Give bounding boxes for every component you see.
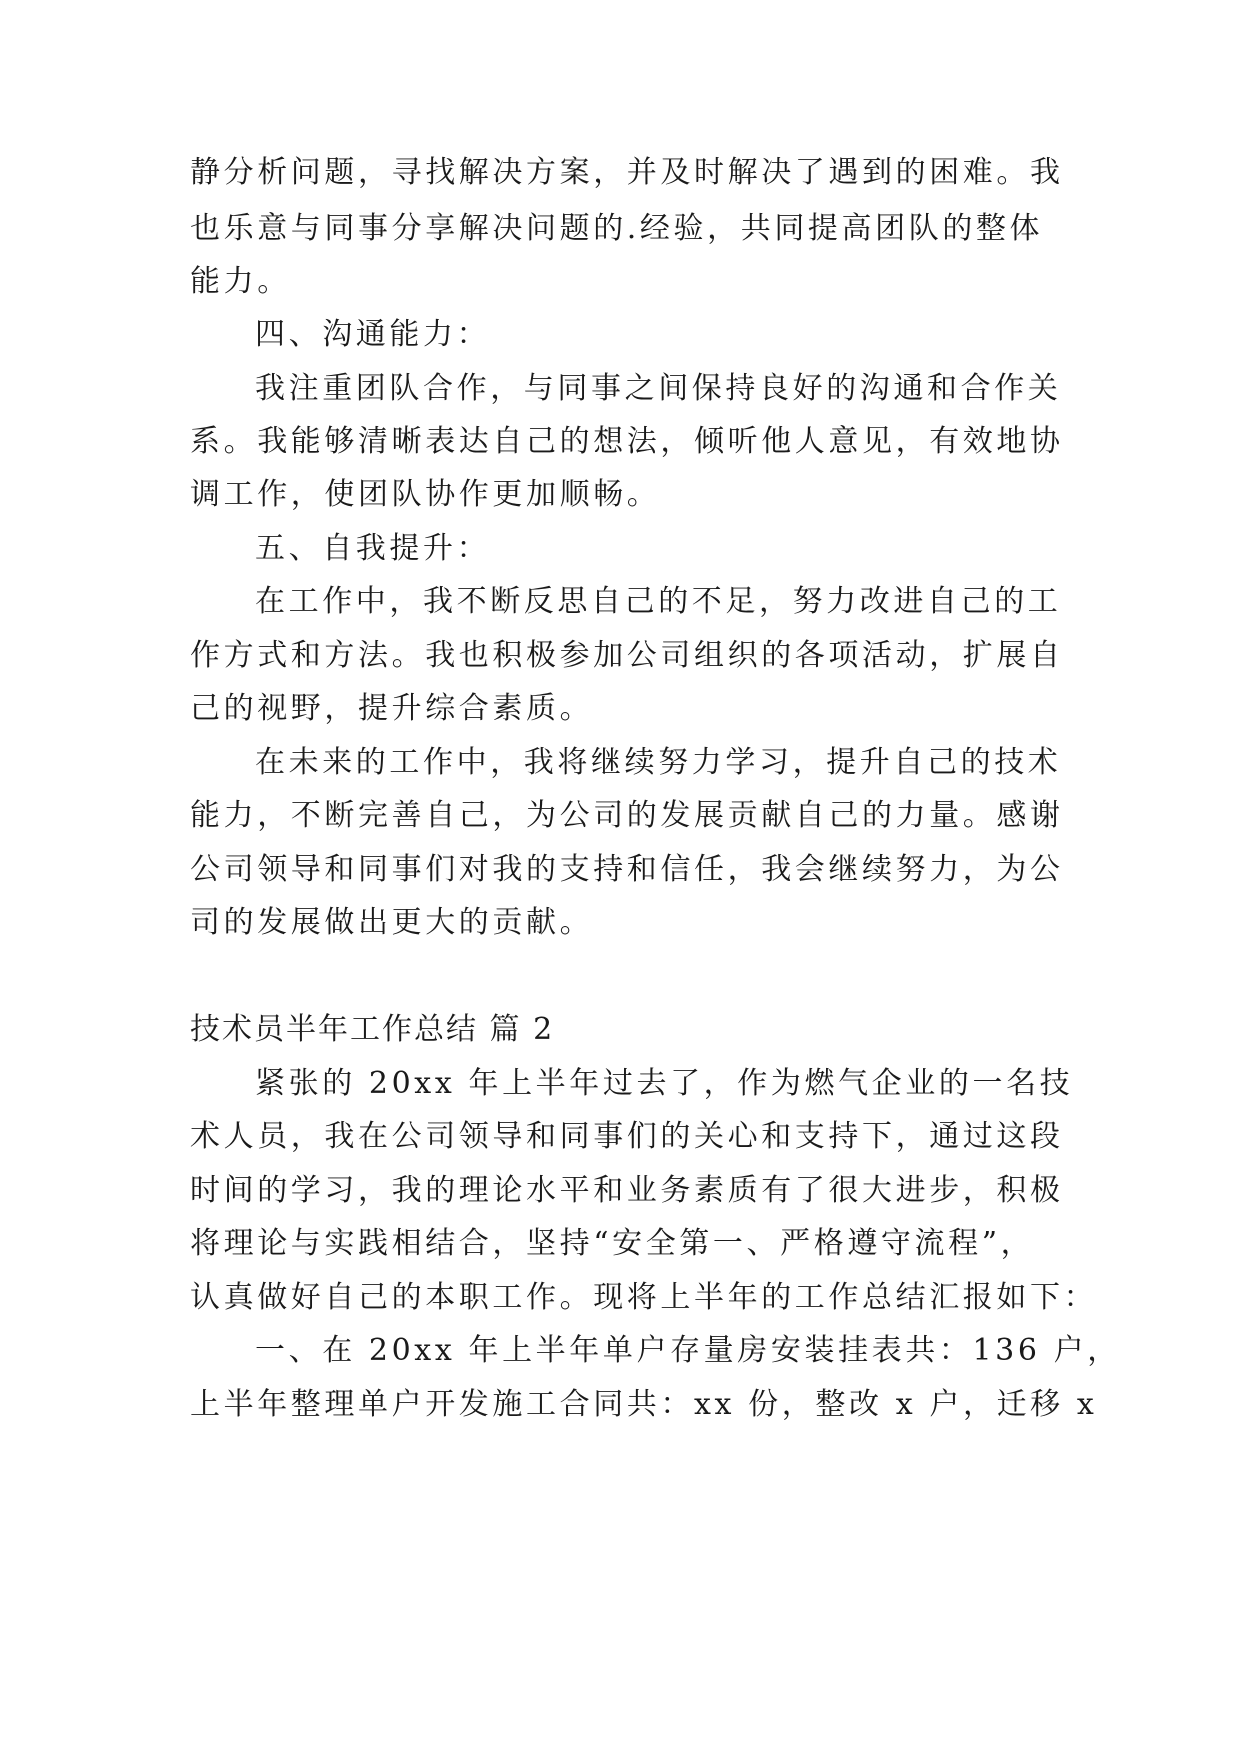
paragraph-line: 认真做好自己的本职工作。现将上半年的工作总结汇报如下： (190, 1280, 1098, 1315)
paragraph-line: 在未来的工作中，我将继续努力学习，提升自己的技术 (255, 745, 1062, 780)
paragraph-line: 能力，不断完善自己，为公司的发展贡献自己的力量。感谢 (190, 798, 1064, 833)
paragraph-line: 我注重团队合作，与同事之间保持良好的沟通和合作关 (255, 371, 1062, 406)
paragraph-line: 时间的学习，我的理论水平和业务素质有了很大进步，积极 (190, 1173, 1064, 1208)
paragraph-line: 能力。 (190, 264, 291, 299)
paragraph-line: 己的视野，提升综合素质。 (190, 691, 594, 726)
section-heading: 五、自我提升： (255, 531, 491, 566)
paragraph-line: 紧张的 20xx 年上半年过去了，作为燃气企业的一名技 (255, 1066, 1074, 1101)
paragraph-line: 作方式和方法。我也积极参加公司组织的各项活动，扩展自 (190, 638, 1064, 673)
paragraph-line: 调工作，使团队协作更加顺畅。 (190, 477, 661, 512)
paragraph-line: 术人员，我在公司领导和同事们的关心和支持下，通过这段 (190, 1119, 1064, 1154)
paragraph-line: 上半年整理单户开发施工合同共：xx 份，整改 x 户，迁移 x (190, 1387, 1098, 1422)
paragraph-line: 一、在 20xx 年上半年单户存量房安装挂表共：136 户， (255, 1333, 1121, 1368)
paragraph-line: 在工作中，我不断反思自己的不足，努力改进自己的工 (255, 584, 1062, 619)
paragraph-line: 也乐意与同事分享解决问题的.经验，共同提高团队的整体 (190, 211, 1044, 246)
article-title: 技术员半年工作总结 篇 2 (190, 1012, 555, 1047)
section-heading: 四、沟通能力： (255, 317, 491, 352)
paragraph-line: 司的发展做出更大的贡献。 (190, 905, 594, 940)
paragraph-line: 静分析问题，寻找解决方案，并及时解决了遇到的困难。我 (190, 155, 1064, 190)
paragraph-line: 系。我能够清晰表达自己的想法，倾听他人意见，有效地协 (190, 424, 1064, 459)
paragraph-line: 将理论与实践相结合，坚持“安全第一、严格遵守流程”， (190, 1226, 1035, 1261)
paragraph-line: 公司领导和同事们对我的支持和信任，我会继续努力，为公 (190, 852, 1064, 887)
